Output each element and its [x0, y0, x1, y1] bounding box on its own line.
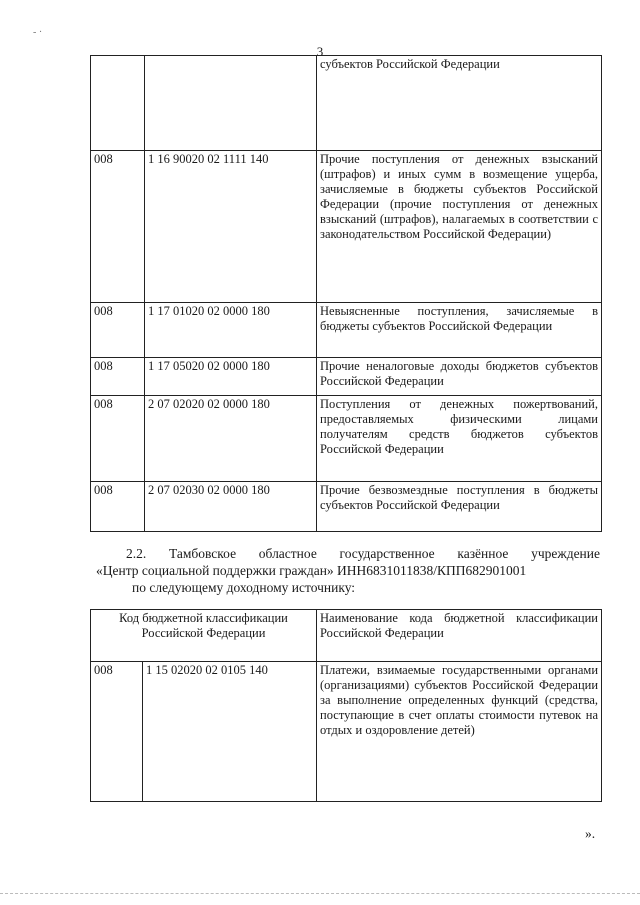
table-row — [91, 396, 602, 482]
admin-code-cell: 008 — [91, 662, 143, 802]
kbk-cell: 2 07 02020 02 0000 180 — [145, 396, 317, 482]
paragraph-line-1: 2.2. Тамбовское областное государственное казённое учреждение — [126, 546, 600, 561]
scan-edge-line — [0, 893, 640, 894]
table-row — [91, 56, 602, 151]
admin-code-cell: 008 — [91, 396, 145, 482]
income-name-cell: Прочие поступления от денежных взысканий (штрафов) и иных сумм в возмещение ущерба, зачисляемые в бюджеты субъектов Российской Федерации (прочие поступления от денежных взысканий (штрафов), налагаемых в соответствии с законодательством Российской Федерации) — [317, 151, 602, 303]
income-name-cell: Невыясненные поступления, зачисляемые в бюджеты субъектов Российской Федерации — [317, 303, 602, 358]
paragraph-line-3: по следующему доходному источнику: — [132, 580, 356, 595]
income-name-cell: Поступления от денежных пожертвований, предоставляемых физическими лицами получателям средств бюджетов субъектов Российской Федерации — [317, 396, 602, 482]
scan-artifact: - · — [33, 27, 43, 38]
kbk-cell: 1 17 01020 02 0000 180 — [145, 303, 317, 358]
table-row — [91, 303, 602, 358]
revenue-table-1 — [90, 55, 602, 532]
paragraph-line-2: «Центр социальной поддержки граждан» ИНН6831011838/КПП682901001 — [96, 563, 527, 578]
admin-code-cell: 008 — [91, 358, 145, 396]
admin-code-cell: 008 — [91, 303, 145, 358]
kbk-cell: 2 07 02030 02 0000 180 — [145, 482, 317, 532]
income-name-cell: Платежи, взимаемые государственными органами (организациями) субъектов Российской Федерации за выполнение определенных функций (средства, поступающие в счет оплаты стоимости путевок на отдых и оздоровление детей) — [317, 662, 602, 802]
kbk-cell — [145, 56, 317, 151]
income-name-cell: субъектов Российской Федерации — [317, 56, 602, 151]
table-row — [91, 151, 602, 303]
header-kbk-code: Код бюджетной классификации Российской Федерации — [91, 610, 317, 662]
table-row — [91, 662, 602, 802]
page-number: 3 — [316, 44, 324, 59]
closing-quote: ». — [585, 826, 596, 841]
kbk-cell: 1 17 05020 02 0000 180 — [145, 358, 317, 396]
admin-code-cell — [91, 56, 145, 151]
admin-code-cell: 008 — [91, 151, 145, 303]
income-name-cell: Прочие неналоговые доходы бюджетов субъектов Российской Федерации — [317, 358, 602, 396]
table-header-row — [91, 610, 602, 662]
header-kbk-name: Наименование кода бюджетной классификации Российской Федерации — [317, 610, 602, 662]
table-row — [91, 482, 602, 532]
kbk-cell: 1 15 02020 02 0105 140 — [143, 662, 317, 802]
income-name-cell: Прочие безвозмездные поступления в бюджеты субъектов Российской Федерации — [317, 482, 602, 532]
table-row — [91, 358, 602, 396]
admin-code-cell: 008 — [91, 482, 145, 532]
revenue-table-2 — [90, 609, 602, 802]
kbk-cell: 1 16 90020 02 1111 140 — [145, 151, 317, 303]
